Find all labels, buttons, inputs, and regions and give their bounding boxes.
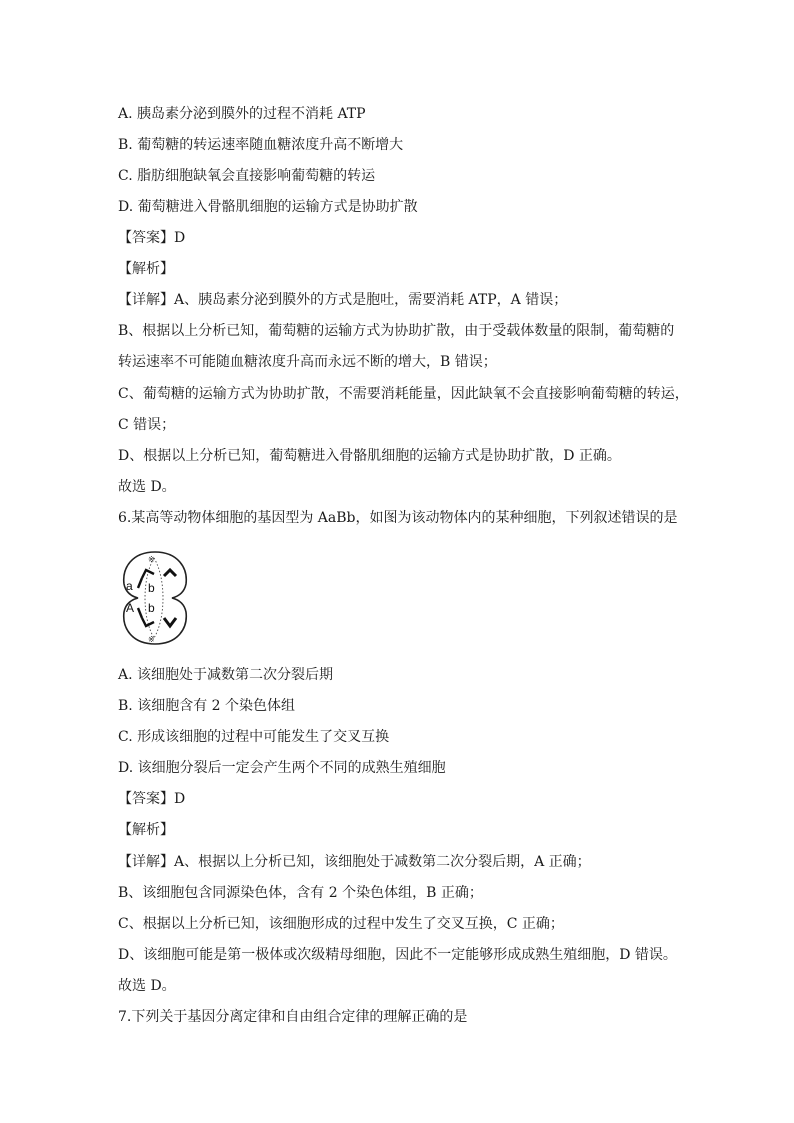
q6-detail-line: D、该细胞可能是第一极体或次级精母细胞，因此不一定能够形成成熟生殖细胞，D 错误。: [118, 947, 677, 963]
centrosome-icon: ※: [148, 555, 155, 564]
q6-answer: 【答案】D: [118, 791, 186, 807]
cell-diagram: [118, 548, 192, 648]
q6-detail-line: C、根据以上分析已知，该细胞形成的过程中发生了交叉互换，C 正确；: [118, 916, 564, 932]
q5-option-c: C. 脂肪细胞缺氧会直接影响葡萄糖的转运: [118, 168, 376, 184]
q5-conclusion: 故选 D。: [118, 479, 176, 495]
spindle-fiber: [154, 558, 163, 638]
q6-detail-line: 【详解】A、根据以上分析已知，该细胞处于减数第二次分裂后期，A 正确；: [118, 854, 591, 870]
q6-option-b: B. 该细胞含有 2 个染色体组: [118, 698, 295, 714]
q5-detail-line: C 错误；: [118, 417, 176, 433]
chromosome: [138, 578, 142, 588]
q6-stem: 6.某高等动物体细胞的基因型为 AaBb，如图为该动物体内的某种细胞，下列叙述错误的是: [118, 510, 678, 526]
q6-option-c: C. 形成该细胞的过程中可能发生了交叉互换: [118, 729, 390, 745]
q5-answer: 【答案】D: [118, 230, 186, 246]
q5-detail-line: D、根据以上分析已知，葡萄糖进入骨骼肌细胞的运输方式是协助扩散，D 正确。: [118, 448, 621, 464]
gene-label: a: [126, 579, 133, 593]
q6-conclusion: 故选 D。: [118, 978, 176, 994]
cell-division-figure: [118, 548, 192, 648]
q5-option-d: D. 葡萄糖进入骨骼肌细胞的运输方式是协助扩散: [118, 199, 418, 215]
q6-option-d: D. 该细胞分裂后一定会产生两个不同的成熟生殖细胞: [118, 760, 446, 776]
q5-option-b: B. 葡萄糖的转运速率随血糖浓度升高不断增大: [118, 137, 404, 153]
q5-detail-line: B、根据以上分析已知，葡萄糖的运输方式为协助扩散，由于受载体数量的限制，葡萄糖的: [118, 323, 675, 339]
gene-label: A: [126, 601, 135, 615]
q5-analysis-label: 【解析】: [118, 261, 174, 277]
chromosome: [164, 618, 176, 626]
gene-label: b: [148, 601, 155, 615]
chromosome: [142, 570, 154, 578]
q5-detail-line: C、葡萄糖的运输方式为协助扩散，不需要消耗能量，因此缺氧不会直接影响葡萄糖的转运，: [118, 386, 689, 402]
q5-detail-line: 转运速率不可能随血糖浓度升高而永远不断的增大，B 错误；: [118, 354, 497, 370]
q6-analysis-label: 【解析】: [118, 822, 174, 838]
chromosome: [164, 570, 176, 576]
q6-detail-line: B、该细胞包含同源染色体，含有 2 个染色体组，B 正确；: [118, 885, 483, 901]
q5-detail-line: 【详解】A、胰岛素分泌到膜外的方式是胞吐，需要消耗 ATP，A 错误；: [118, 292, 568, 308]
centrosome-icon: ※: [148, 635, 155, 644]
q6-option-a: A. 该细胞处于减数第二次分裂后期: [118, 667, 334, 683]
chromosome: [138, 608, 142, 618]
q5-option-a: A. 胰岛素分泌到膜外的过程不消耗 ATP: [118, 106, 366, 122]
gene-label: b: [148, 581, 155, 595]
chromosome: [142, 618, 154, 626]
cell-membrane: [124, 552, 186, 644]
q7-stem: 7.下列关于基因分离定律和自由组合定律的理解正确的是: [118, 1009, 468, 1025]
